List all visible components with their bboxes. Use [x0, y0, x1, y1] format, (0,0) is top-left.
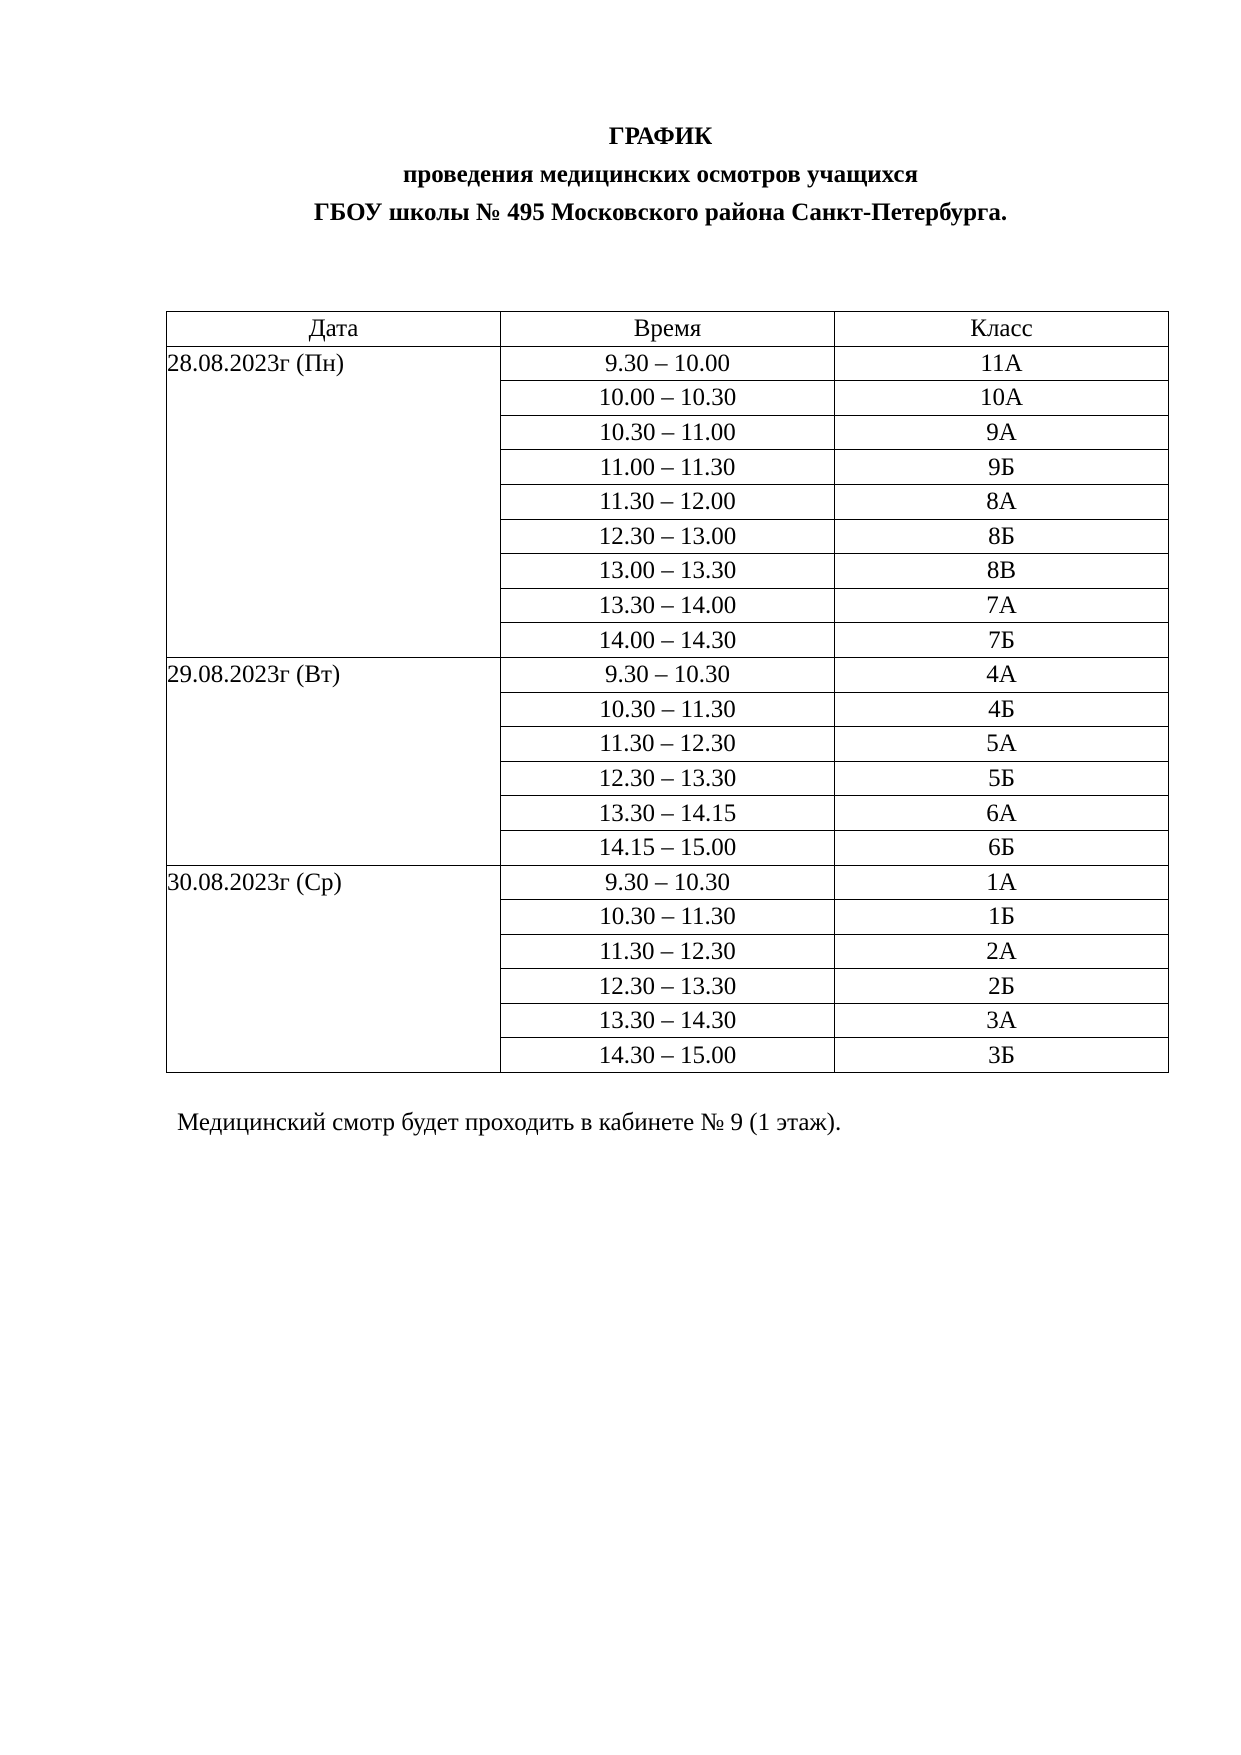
table-row: [167, 865, 1169, 900]
class-cell: 5Б: [835, 761, 1169, 796]
table-row: [167, 346, 1169, 381]
title-school: ГБОУ школы № 495 Московского района Санкт-Петербурга.: [313, 199, 1008, 226]
schedule-table: [166, 311, 1169, 1073]
class-cell: 1Б: [835, 900, 1169, 935]
title-subheading: проведения медицинских осмотров учащихся: [402, 161, 919, 188]
header-time: Время: [501, 312, 835, 347]
header-class: Класс: [835, 312, 1169, 347]
time-cell: 12.30 – 13.30: [501, 761, 835, 796]
location-note: Медицинский смотр будет проходить в кабинете № 9 (1 этаж).: [177, 1109, 842, 1136]
class-cell: 8В: [835, 554, 1169, 589]
time-cell: 10.30 – 11.00: [501, 415, 835, 450]
time-cell: 14.30 – 15.00: [501, 1038, 835, 1073]
time-cell: 13.30 – 14.15: [501, 796, 835, 831]
time-cell: 13.30 – 14.30: [501, 1003, 835, 1038]
time-cell: 10.00 – 10.30: [501, 381, 835, 416]
class-cell: 5А: [835, 727, 1169, 762]
class-cell: 7А: [835, 588, 1169, 623]
time-cell: 9.30 – 10.00: [501, 346, 835, 381]
document-title: [0, 118, 1241, 232]
class-cell: 8Б: [835, 519, 1169, 554]
time-cell: 14.00 – 14.30: [501, 623, 835, 658]
class-cell: 10А: [835, 381, 1169, 416]
time-cell: 11.30 – 12.30: [501, 934, 835, 969]
time-cell: 13.00 – 13.30: [501, 554, 835, 589]
class-cell: 9Б: [835, 450, 1169, 485]
time-cell: 10.30 – 11.30: [501, 900, 835, 935]
time-cell: 14.15 – 15.00: [501, 830, 835, 865]
title-heading: ГРАФИК: [608, 123, 713, 150]
class-cell: 11А: [835, 346, 1169, 381]
header-row: [167, 312, 1169, 347]
time-cell: 9.30 – 10.30: [501, 657, 835, 692]
time-cell: 11.30 – 12.30: [501, 727, 835, 762]
date-cell: 30.08.2023г (Ср): [167, 865, 501, 1073]
schedule-body: [167, 346, 1169, 1072]
class-cell: 7Б: [835, 623, 1169, 658]
class-cell: 3Б: [835, 1038, 1169, 1073]
date-cell: 29.08.2023г (Вт): [167, 657, 501, 865]
time-cell: 12.30 – 13.30: [501, 969, 835, 1004]
class-cell: 1А: [835, 865, 1169, 900]
time-cell: 11.00 – 11.30: [501, 450, 835, 485]
class-cell: 6Б: [835, 830, 1169, 865]
class-cell: 3А: [835, 1003, 1169, 1038]
class-cell: 2А: [835, 934, 1169, 969]
class-cell: 2Б: [835, 969, 1169, 1004]
table-row: [167, 657, 1169, 692]
date-cell: 28.08.2023г (Пн): [167, 346, 501, 657]
class-cell: 8А: [835, 484, 1169, 519]
time-cell: 12.30 – 13.00: [501, 519, 835, 554]
class-cell: 4Б: [835, 692, 1169, 727]
class-cell: 4А: [835, 657, 1169, 692]
class-cell: 9А: [835, 415, 1169, 450]
time-cell: 13.30 – 14.00: [501, 588, 835, 623]
time-cell: 9.30 – 10.30: [501, 865, 835, 900]
time-cell: 10.30 – 11.30: [501, 692, 835, 727]
time-cell: 11.30 – 12.00: [501, 484, 835, 519]
header-date: Дата: [167, 312, 501, 347]
class-cell: 6А: [835, 796, 1169, 831]
